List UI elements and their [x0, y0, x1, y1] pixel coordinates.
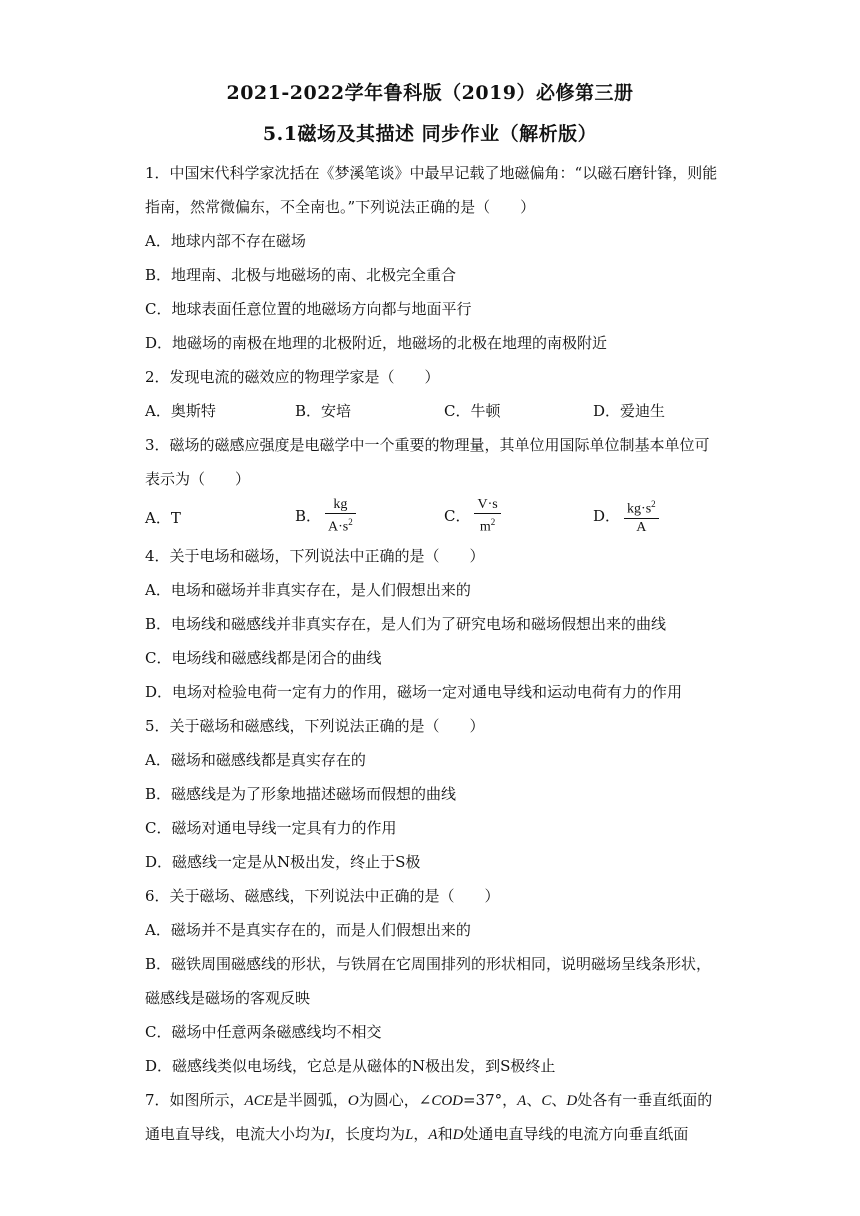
- q3-option-c-fraction: [474, 496, 500, 536]
- q7-stem-line2: 通电直导线，电流大小均为I，长度均为L，A和D处通电直导线的电流方向垂直纸面: [145, 1125, 689, 1143]
- q6-option-a: A．磁场并不是真实存在的，而是人们假想出来的: [145, 921, 471, 939]
- q5-option-d: D．磁感线一定是从N极出发，终止于S极: [145, 853, 421, 871]
- q2-stem: 2．发现电流的磁效应的物理学家是（ ）: [145, 368, 440, 386]
- q3-option-b-numerator: kg: [325, 496, 356, 514]
- q3-stem-line2: 表示为（ ）: [145, 470, 251, 488]
- q4-option-b: B．电场线和磁感线并非真实存在，是人们为了研究电场和磁场假想出来的曲线: [145, 615, 667, 633]
- q3-option-b-label: B．: [295, 506, 322, 525]
- q3-option-c: [444, 496, 501, 536]
- q3-option-c-numerator: V·s: [474, 496, 500, 514]
- q5-stem: 5．关于磁场和磁感线，下列说法正确的是（ ）: [145, 717, 485, 735]
- q5-option-c: C．磁场对通电导线一定具有力的作用: [145, 819, 397, 837]
- q3-option-a: A．T: [145, 509, 181, 527]
- q3-option-d-fraction: [624, 496, 659, 536]
- q1-option-c: C．地球表面任意位置的地磁场方向都与地面平行: [145, 300, 472, 318]
- q3-option-c-denominator: $m^2$: [479, 517, 496, 535]
- q3-option-b-fraction: [325, 496, 356, 536]
- q4-option-d: D．电场对检验电荷一定有力的作用，磁场一定对通电导线和运动电荷有力的作用: [145, 683, 683, 701]
- q3-option-b-denominator: $A\cdot s^2$: [328, 517, 353, 535]
- q3-option-d-label: D．: [593, 506, 621, 525]
- document-subtitle: 5.1磁场及其描述 同步作业（解析版）: [262, 123, 598, 145]
- q1-option-b: B．地理南、北极与地磁场的南、北极完全重合: [145, 266, 457, 284]
- q4-option-c: C．电场线和磁感线都是闭合的曲线: [145, 649, 382, 667]
- q1-stem-line1: 1．中国宋代科学家沈括在《梦溪笔谈》中最早记载了地磁偏角：“以磁石磨针锋，则能: [145, 164, 718, 182]
- q1-option-d: D．地磁场的南极在地理的北极附近，地磁场的北极在地理的南极附近: [145, 334, 608, 352]
- q6-option-b-line2: 磁感线是磁场的客观反映: [145, 989, 311, 1007]
- q6-stem: 6．关于磁场、磁感线，下列说法中正确的是（ ）: [145, 887, 500, 905]
- q3-option-d-denominator: A: [636, 519, 647, 535]
- q6-option-d: D．磁感线类似电场线，它总是从磁体的N极出发，到S极终止: [145, 1057, 556, 1075]
- q3-option-b: [295, 496, 356, 536]
- q2-option-a: A．奥斯特: [145, 402, 216, 420]
- q2-option-b: B．安培: [295, 402, 352, 420]
- q2-option-d: D．爱迪生: [593, 402, 666, 420]
- q3-option-c-label: C．: [444, 506, 471, 525]
- q5-option-b: B．磁感线是为了形象地描述磁场而假想的曲线: [145, 785, 457, 803]
- document-title: 2021-2022学年鲁科版（2019）必修第三册: [226, 82, 634, 104]
- q2-option-c: C．牛顿: [444, 402, 501, 420]
- q3-option-d-numerator: $kg\cdot s^2$: [624, 496, 659, 519]
- q6-option-b-line1: B．磁铁周围磁感线的形状，与铁屑在它周围排列的形状相同，说明磁场呈线条形状，: [145, 955, 712, 973]
- q1-option-a: A．地球内部不存在磁场: [145, 232, 306, 250]
- q3-option-d: [593, 496, 659, 536]
- q7-stem-line1: 7．如图所示，ACE是半圆弧，O为圆心，∠COD=37°，A、C、D处各有一垂直纸面的: [145, 1091, 713, 1109]
- q4-option-a: A．电场和磁场并非真实存在，是人们假想出来的: [145, 581, 471, 599]
- q4-stem: 4．关于电场和磁场，下列说法中正确的是（ ）: [145, 547, 485, 565]
- q3-stem-line1: 3．磁场的磁感应强度是电磁学中一个重要的物理量，其单位用国际单位制基本单位可: [145, 436, 710, 454]
- q6-option-c: C．磁场中任意两条磁感线均不相交: [145, 1023, 382, 1041]
- q5-option-a: A．磁场和磁感线都是真实存在的: [145, 751, 366, 769]
- q1-stem-line2: 指南，然常微偏东，不全南也。”下列说法正确的是（ ）: [145, 198, 536, 216]
